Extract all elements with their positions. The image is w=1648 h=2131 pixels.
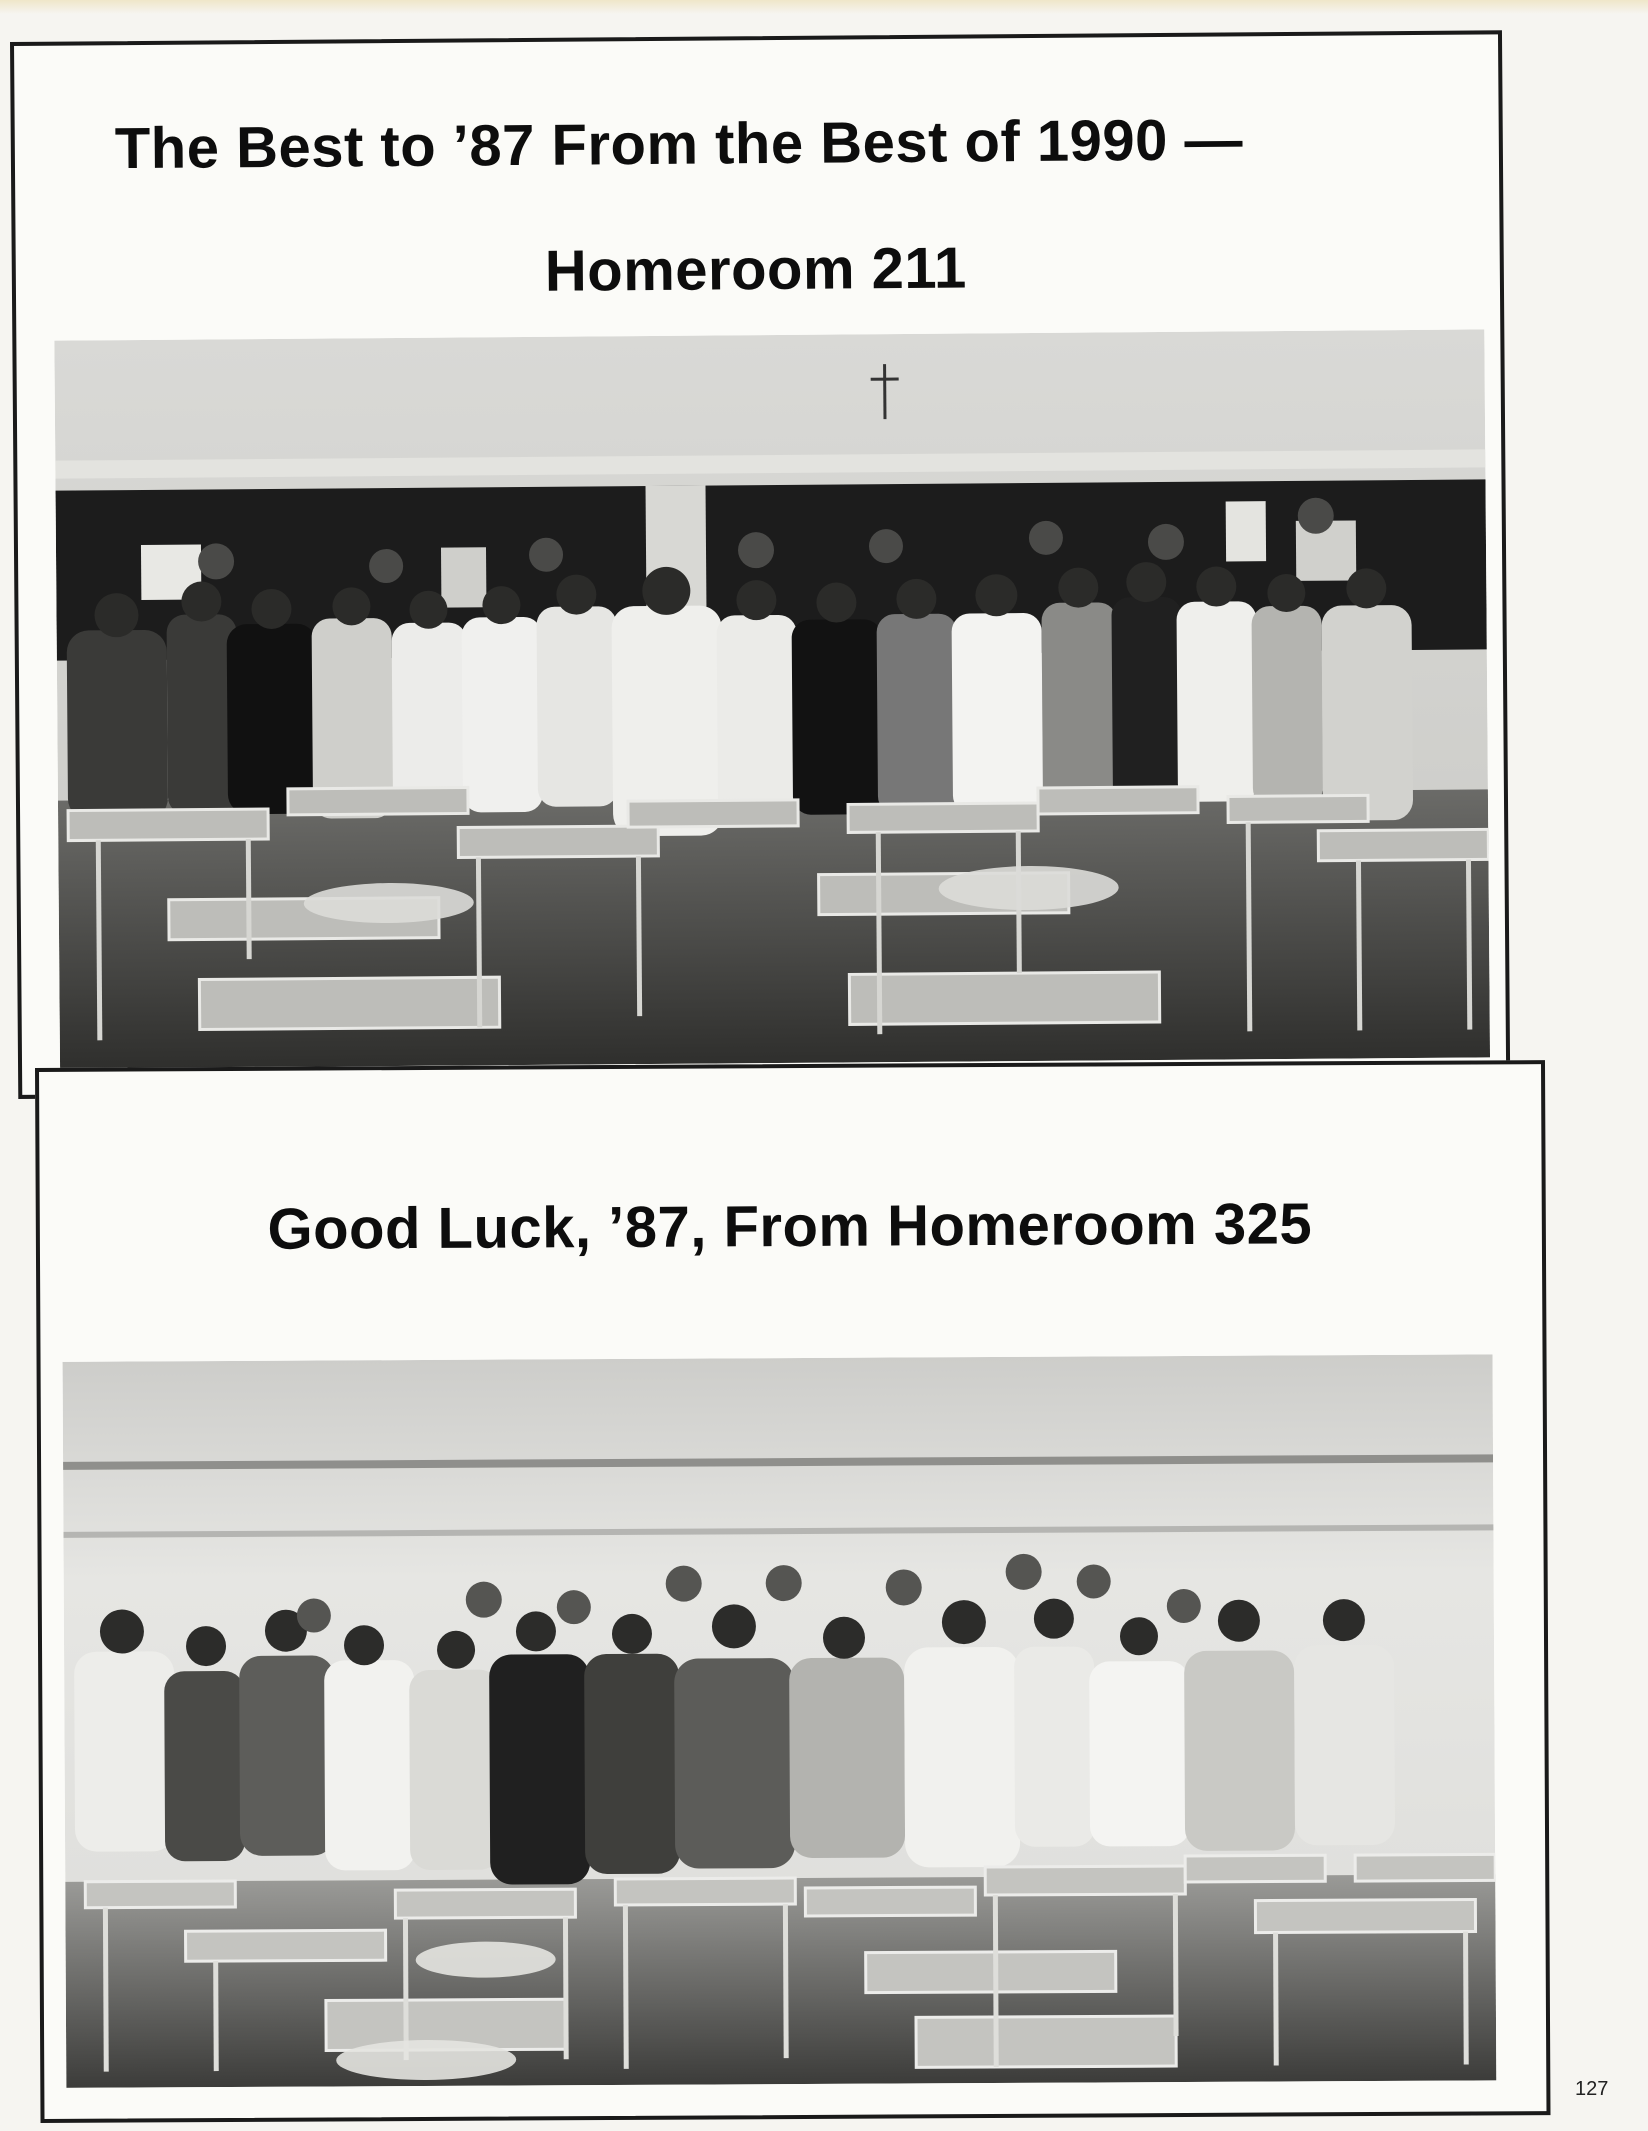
page-number: 127 (1575, 2078, 1609, 2100)
homeroom-325-panel (35, 1060, 1551, 2123)
homeroom-211-class-photo (54, 329, 1490, 1068)
homeroom-211-title: The Best to ’87 From the Best of 1990 — (114, 107, 1244, 182)
homeroom-325-class-photo (63, 1354, 1497, 2087)
homeroom-211-subtitle: Homeroom 211 (544, 235, 967, 304)
scan-edge (0, 0, 1648, 14)
homeroom-325-title: Good Luck, ’87, From Homeroom 325 (267, 1191, 1313, 1262)
homeroom-211-panel (10, 30, 1510, 1099)
